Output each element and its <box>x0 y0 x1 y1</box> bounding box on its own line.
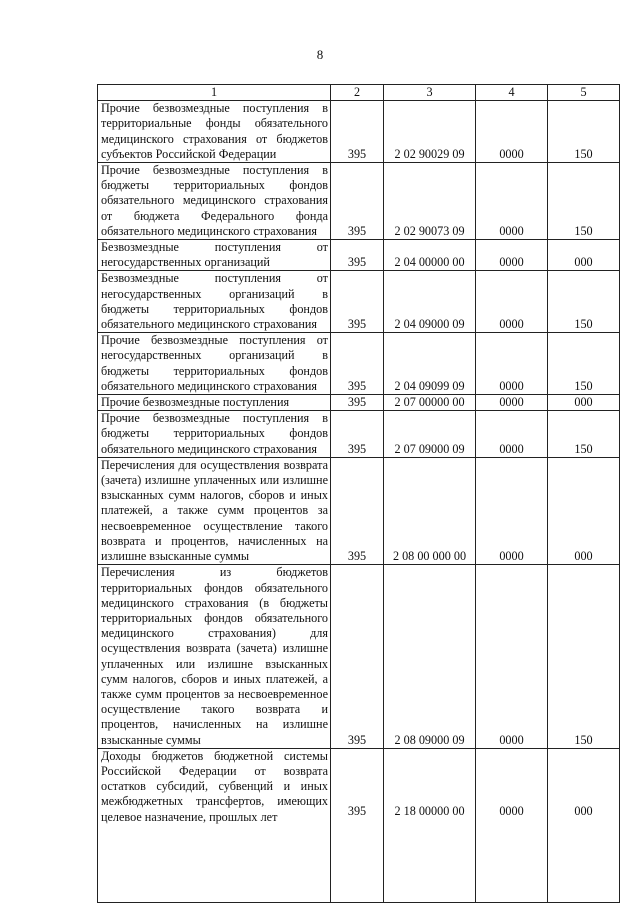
revenue-code-cell: 2 02 90029 09 <box>384 101 476 163</box>
subtype-code-cell: 0000 <box>476 565 548 748</box>
table-row <box>98 395 620 411</box>
column-header-2: 2 <box>331 85 384 101</box>
analytic-code-cell: 150 <box>548 411 620 458</box>
row-description: Прочие безвозмездные поступления в территориальные фонды обязательного медицинского страхования от бюджетов субъектов Российской Федерации <box>98 101 331 163</box>
table-row <box>98 565 620 748</box>
page-number: 8 <box>316 47 324 62</box>
revenue-code-cell: 2 18 00000 00 <box>384 748 476 902</box>
column-header-1: 1 <box>98 85 331 101</box>
row-description: Безвозмездные поступления от негосударственных организаций в бюджеты территориальных фондов обязательного медицинского страхования <box>98 271 331 333</box>
admin-code-cell: 395 <box>331 395 384 411</box>
subtype-code-cell: 0000 <box>476 395 548 411</box>
admin-code-cell: 395 <box>331 333 384 395</box>
subtype-code-cell: 0000 <box>476 101 548 163</box>
table-row <box>98 457 620 564</box>
analytic-code-cell: 000 <box>548 457 620 564</box>
revenue-code-cell: 2 07 09000 09 <box>384 411 476 458</box>
revenue-code-cell: 2 08 00 000 00 <box>384 457 476 564</box>
column-header-4: 4 <box>476 85 548 101</box>
table-header-row <box>98 85 620 101</box>
subtype-code-cell: 0000 <box>476 457 548 564</box>
table-row <box>98 271 620 333</box>
revenue-code-cell: 2 08 09000 09 <box>384 565 476 748</box>
row-description: Безвозмездные поступления от негосударственных организаций <box>98 240 331 271</box>
admin-code-cell: 395 <box>331 457 384 564</box>
analytic-code-cell: 150 <box>548 101 620 163</box>
analytic-code-cell: 150 <box>548 333 620 395</box>
table-row <box>98 411 620 458</box>
column-header-5: 5 <box>548 85 620 101</box>
row-description: Прочие безвозмездные поступления в бюджеты территориальных фондов обязательного медицинского страхования <box>98 411 331 458</box>
revenue-code-cell: 2 04 09099 09 <box>384 333 476 395</box>
row-description: Доходы бюджетов бюджетной системы Российской Федерации от возврата остатков субсидий, субвенций и иных межбюджетных трансфертов, имеющих целевое назначение, прошлых лет <box>98 748 331 902</box>
column-header-3: 3 <box>384 85 476 101</box>
table-row <box>98 240 620 271</box>
revenue-code-cell: 2 07 00000 00 <box>384 395 476 411</box>
budget-revenue-table <box>97 84 620 903</box>
subtype-code-cell: 0000 <box>476 333 548 395</box>
subtype-code-cell: 0000 <box>476 271 548 333</box>
admin-code-cell: 395 <box>331 271 384 333</box>
revenue-code-cell: 2 02 90073 09 <box>384 163 476 240</box>
analytic-code-cell: 000 <box>548 748 620 902</box>
analytic-code-cell: 150 <box>548 565 620 748</box>
subtype-code-cell: 0000 <box>476 163 548 240</box>
subtype-code-cell: 0000 <box>476 411 548 458</box>
analytic-code-cell: 150 <box>548 163 620 240</box>
admin-code-cell: 395 <box>331 240 384 271</box>
revenue-code-cell: 2 04 09000 09 <box>384 271 476 333</box>
admin-code-cell: 395 <box>331 565 384 748</box>
admin-code-cell: 395 <box>331 748 384 902</box>
analytic-code-cell: 000 <box>548 240 620 271</box>
analytic-code-cell: 150 <box>548 271 620 333</box>
row-description: Перечисления из бюджетов территориальных фондов обязательного медицинского страхования (в бюджеты территориальных фондов обязательного медицинского страхования) для осуществления возврата (зачета) излишне уплаченных или излишне взысканных сумм налогов, сборов и иных платежей, а также сумм процентов за несвоевременное осуществление такого возврата и процентов, начисленных на излишне взысканные суммы <box>98 565 331 748</box>
subtype-code-cell: 0000 <box>476 240 548 271</box>
row-description: Прочие безвозмездные поступления от негосударственных организаций в бюджеты территориальных фондов обязательного медицинского страхования <box>98 333 331 395</box>
table-row <box>98 748 620 902</box>
revenue-code-cell: 2 04 00000 00 <box>384 240 476 271</box>
row-description: Прочие безвозмездные поступления в бюджеты территориальных фондов обязательного медицинского страхования от бюджета Федерального фонда обязательного медицинского страхования <box>98 163 331 240</box>
admin-code-cell: 395 <box>331 101 384 163</box>
table-row <box>98 163 620 240</box>
admin-code-cell: 395 <box>331 411 384 458</box>
row-description: Перечисления для осуществления возврата (зачета) излишне уплаченных или излишне взысканных сумм налогов, сборов и иных платежей, а также сумм процентов за несвоевременное осуществление такого возврата и процентов, начисленных на излишне взысканные суммы <box>98 457 331 564</box>
analytic-code-cell: 000 <box>548 395 620 411</box>
table-row <box>98 333 620 395</box>
subtype-code-cell: 0000 <box>476 748 548 902</box>
row-description: Прочие безвозмездные поступления <box>98 395 331 411</box>
table-row <box>98 101 620 163</box>
admin-code-cell: 395 <box>331 163 384 240</box>
